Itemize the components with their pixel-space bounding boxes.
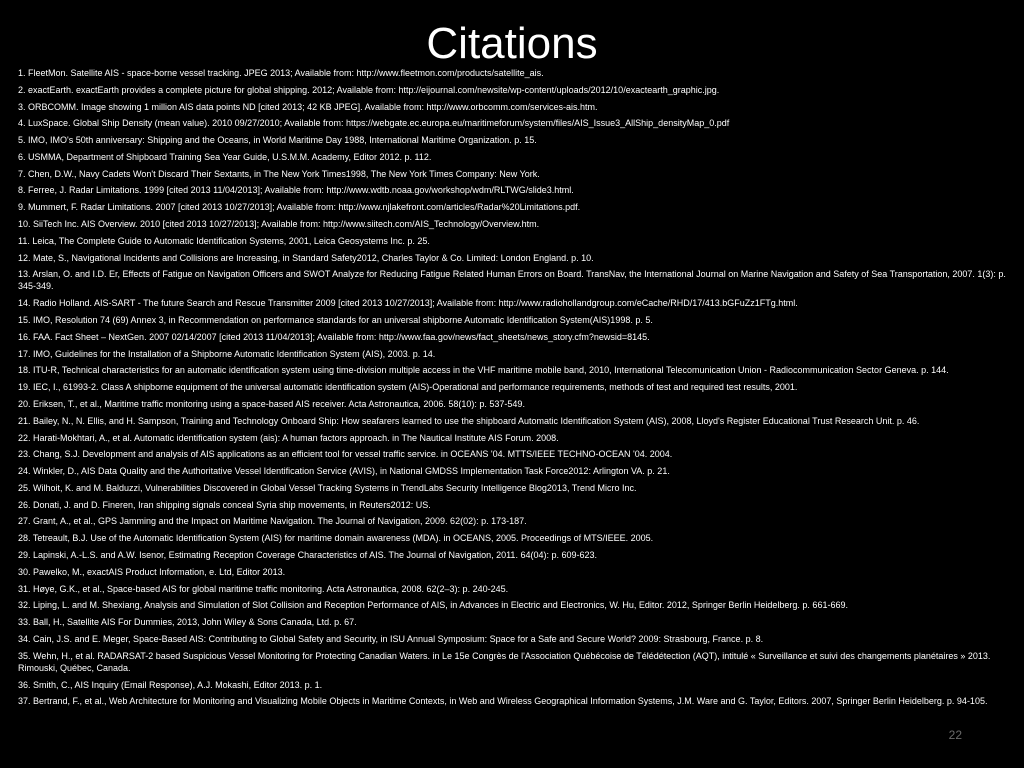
citation-item: 23. Chang, S.J. Development and analysis of AIS applications as an efficient tool for vessel traffic service. in OCEANS '04. MTTS/IEEE TECHNO-OCEAN '04. 2004. — [18, 449, 673, 460]
citation-item: 36. Smith, C., AIS Inquiry (Email Response), A.J. Mokashi, Editor 2013. p. 1. — [18, 679, 323, 690]
citation-item: 16. FAA. Fact Sheet – NextGen. 2007 02/14/2007 [cited 2013 11/04/2013]; Available from: http://www.faa.gov/news/fact_sheets/news_story.cfm?newsid=8145. — [18, 331, 650, 342]
citation-item: 32. Liping, L. and M. Shexiang, Analysis and Simulation of Slot Collision and Reception Performance of AIS, in Advances in Electric and Electronics, W. Hu, Editor. 2012, Springer Berlin Heidelberg. p. 661-669. — [18, 600, 848, 611]
citation-item: 5. IMO, IMO's 50th anniversary: Shipping and the Oceans, in World Maritime Day 1988, International Maritime Organization. p. 15. — [18, 135, 537, 146]
citation-item: 37. Bertrand, F., et al., Web Architecture for Monitoring and Visualizing Mobile Objects in Maritime Contexts, in Web and Wireless Geographical Information Systems, J.M. Ware and G. Taylor, Editors. 2007, Springer Berlin Heidelberg. p. 94-105. — [18, 696, 988, 707]
citation-item: 4. LuxSpace. Global Ship Density (mean value). 2010 09/27/2010; Available from: https://webgate.ec.europa.eu/maritimeforum/system/files/AIS_Issue3_AllShip_densityMap_0.pdf — [18, 118, 730, 129]
citation-item: 15. IMO, Resolution 74 (69) Annex 3, in Recommendation on performance standards for an universal shipborne Automatic Identification System(AIS)1998. p. 5. — [18, 315, 653, 326]
citation-item: 28. Tetreault, B.J. Use of the Automatic Identification System (AIS) for maritime domain awareness (MDA). in OCEANS, 2005. Proceedings of MTS/IEEE. 2005. — [18, 533, 654, 544]
citation-item: 26. Donati, J. and D. Fineren, Iran shipping signals conceal Syria ship movements, in Reuters2012: US. — [18, 499, 431, 510]
citation-item: 17. IMO, Guidelines for the Installation of a Shipborne Automatic Identification System (AIS), 2003. p. 14. — [18, 348, 436, 359]
slide-title: Citations — [426, 19, 598, 68]
citation-item: 2. exactEarth. exactEarth provides a complete picture for global shipping. 2012; Available from: http://eijournal.com/newsite/wp-content/uploads/2012/10/exactearth_graphic.jpg. — [18, 84, 720, 95]
citation-item: 34. Cain, J.S. and E. Meger, Space-Based AIS: Contributing to Global Safety and Security, in ISU Annual Symposium: Space for a Safe and Secure World? 2009: Strasbourg, France. p. 8. — [18, 633, 764, 644]
citation-item: 27. Grant, A., et al., GPS Jamming and the Impact on Maritime Navigation. The Journal of Navigation, 2009. 62(02): p. 173-187. — [18, 516, 527, 527]
citation-item: 24. Winkler, D., AIS Data Quality and the Authoritative Vessel Identification Service (AVIS), in National GMDSS Implementation Task Force2012: Arlington VA. p. 21. — [18, 466, 670, 477]
citation-item: 3. ORBCOMM. Image showing 1 million AIS data points ND [cited 2013; 42 KB JPEG]. Available from: http://www.orbcomm.com/services-ais.htm. — [18, 101, 598, 112]
citation-item: 7. Chen, D.W., Navy Cadets Won't Discard Their Sextants, in The New York Times1998, The New York Times Company: New York. — [18, 168, 540, 179]
citation-item: 20. Eriksen, T., et al., Maritime traffic monitoring using a space-based AIS receiver. Acta Astronautica, 2006. 58(10): p. 537-549. — [18, 398, 525, 409]
citation-item: 13. Arslan, O. and I.D. Er, Effects of Fatigue on Navigation Officers and SWOT Analyze for Reducing Fatigue Related Human Errors on Board. TransNav, the International Journal on Marine Navigation and Safety of Sea Transportation, 2007. 1(3): p. 345-349. — [18, 269, 1006, 292]
citation-item: 31. Høye, G.K., et al., Space-based AIS for global maritime traffic monitoring. Acta Astronautica, 2008. 62(2–3): p. 240-245. — [18, 583, 509, 594]
citation-item: 8. Ferree, J. Radar Limitations. 1999 [cited 2013 11/04/2013]; Available from: http://www.wdtb.noaa.gov/workshop/wdm/RLTWG/slide3.html. — [18, 185, 574, 196]
citation-item: 18. ITU-R, Technical characteristics for an automatic identification system using time-division multiple access in the VHF maritime mobile band, 2010, International Telecomunication Union - Radiocommunication Sector Geneva. p. 144. — [18, 365, 949, 376]
citation-item: 9. Mummert, F. Radar Limitations. 2007 [cited 2013 10/27/2013]; Available from: http://www.njlakefront.com/articles/Radar%20Limitations.pdf. — [18, 202, 581, 213]
citation-item: 22. Harati-Mokhtari, A., et al. Automatic identification system (ais): A human factors approach. in The Nautical Institute AIS Forum. 2008. — [18, 432, 559, 443]
citation-item: 19. IEC, I., 61993-2. Class A shipborne equipment of the universal automatic identification system (AIS)-Operational and performance requirements, methods of test and required test results, 2001. — [18, 382, 798, 393]
citation-list — [18, 67, 1008, 712]
citation-item: 21. Bailey, N., N. Ellis, and H. Sampson, Training and Technology Onboard Ship: How seafarers learned to use the shipboard Automatic Identification System (AIS), 2008, Lloyd's Register Educational Trust Research Unit. p. 46. — [18, 415, 920, 426]
citation-item: 29. Lapinski, A.-L.S. and A.W. Isenor, Estimating Reception Coverage Characteristics of AIS. The Journal of Navigation, 2011. 64(04): p. 609-623. — [18, 549, 597, 560]
citation-item: 6. USMMA, Department of Shipboard Training Sea Year Guide, U.S.M.M. Academy, Editor 2012. p. 112. — [18, 151, 432, 162]
citation-item: 30. Pawelko, M., exactAIS Product Information, e. Ltd, Editor 2013. — [18, 566, 286, 577]
citation-item: 12. Mate, S., Navigational Incidents and Collisions are Increasing, in Standard Safety2012, Charles Taylor & Co. Limited: London England. p. 10. — [18, 252, 594, 263]
page-number: 22 — [948, 728, 962, 742]
citation-item: 25. Wilhoit, K. and M. Balduzzi, Vulnerabilities Discovered in Global Vessel Tracking Systems in TrendLabs Security Intelligence Blog2013, Trend Micro Inc. — [18, 482, 637, 493]
citation-item: 14. Radio Holland. AIS-SART - The future Search and Rescue Transmitter 2009 [cited 2013 10/27/2013]; Available from: http://www.radiohollandgroup.com/eCache/RHD/17/413.bGFuZz1FTg.html. — [18, 298, 798, 309]
citation-item: 33. Ball, H., Satellite AIS For Dummies, 2013, John Wiley & Sons Canada, Ltd. p. 67. — [18, 617, 357, 628]
citation-item: 35. Wehn, H., et al. RADARSAT-2 based Suspicious Vessel Monitoring for Protecting Canadian Waters. in Le 15e Congrès de l'Association Québécoise de Télédétection (AQT), intitulé « Surveillance et suivi des changements planétaires » 2013. Rimouski, Québec, Canada. — [18, 650, 991, 673]
citation-item: 10. SiiTech Inc. AIS Overview. 2010 [cited 2013 10/27/2013]; Available from: http://www.siitech.com/AIS_Technology/Overview.htm. — [18, 219, 540, 230]
citation-item: 1. FleetMon. Satellite AIS - space-borne vessel tracking. JPEG 2013; Available from: http://www.fleetmon.com/products/satellite_ais. — [18, 68, 544, 78]
citation-item: 11. Leica, The Complete Guide to Automatic Identification Systems, 2001, Leica Geosystems Inc. p. 25. — [18, 235, 430, 246]
